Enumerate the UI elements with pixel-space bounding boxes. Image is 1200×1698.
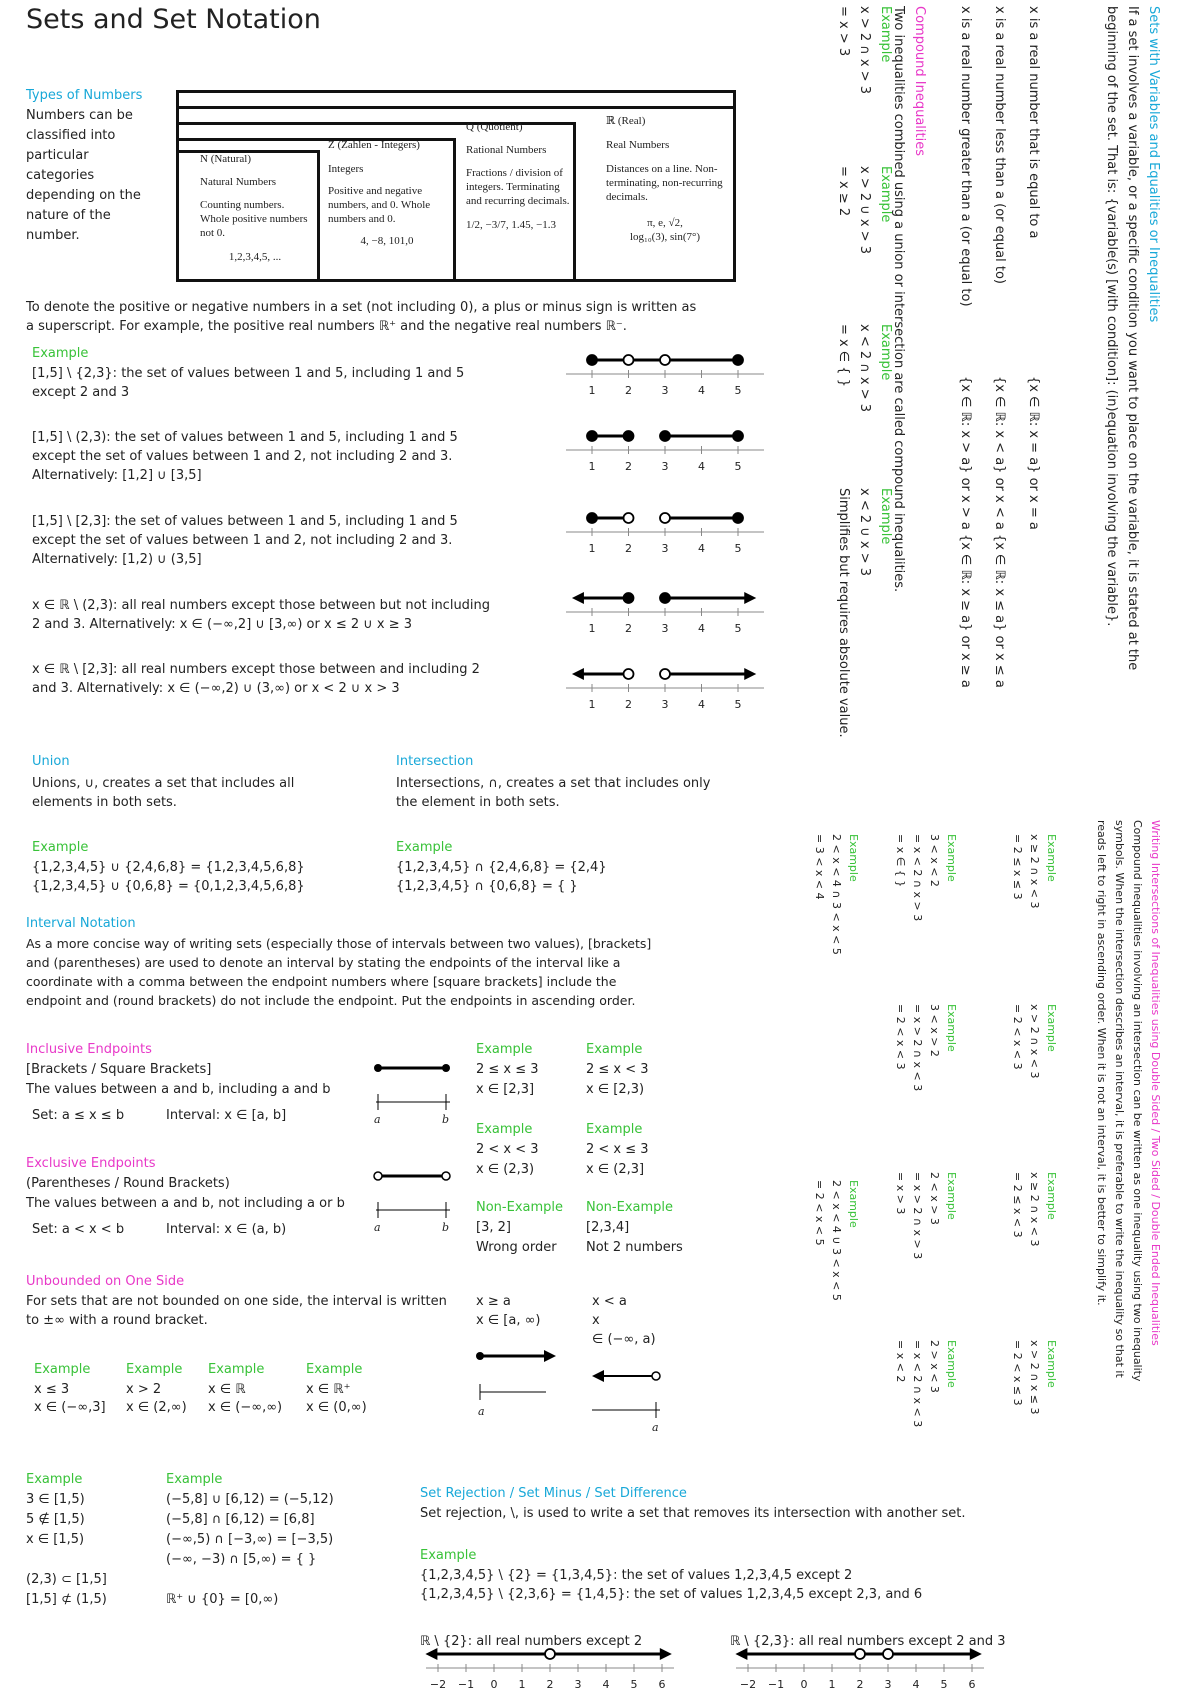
open-dot [660,355,670,365]
membership-col-2: (−5,8] ∪ [6,12) = (−5,12) (−5,8] ∩ [6,12) = [6,8] (−∞,5) ∩ [−3,∞) = [−3,5) (−∞, −3) ∩ [5,∞) = { } ℝ⁺ ∪ {0} = [0,∞) [166,1492,334,1607]
exclusive-heading: Exclusive Endpoints [26,1156,156,1171]
interval-example-line: [3, 2] [476,1220,511,1235]
tick-label: 3 [661,698,669,711]
rejection-heading: Set Rejection / Set Minus / Set Difference [420,1486,687,1501]
inclusive-heading: Inclusive Endpoints [26,1042,152,1057]
compound-example: Example x < 2 ∪ x > 3 Simplifies but requires absolute value. [836,488,893,738]
closed-dot [733,513,743,523]
exclusive-set: Set: a < x < b [32,1222,125,1237]
closed-dot [624,593,634,603]
unbounded-diagram [476,1344,666,1424]
example-2: [1,5] \ (2,3): the set of values between 1 and 5, including 1 and 5 except the set of values between 1 and 2, not including 2 and 3. Alternatively: [1,2] ∪ [3,5] [32,430,458,483]
arrow-head [970,1648,982,1660]
tick-label: 4 [698,384,705,397]
tick-label: 1 [588,460,596,473]
number-line-2 [564,426,766,474]
compound-example: Example x > 2 ∩ x > 3 = x > 3 [836,6,893,95]
rejection-examples: {1,2,3,4,5} \ {2} = {1,3,4,5}: the set of values 1,2,3,4,5 except 2 {1,2,3,4,5} \ {2,3,6} = {1,4,5}: the set of values 1,2,3,4,5 except 2,3, and 6 [420,1568,923,1602]
example-3: [1,5] \ [2,3]: the set of values between 1 and 5, including 1 and 5 except the set of values between 1 and 2, not including 2 and 3. Alternatively: [1,2) ∪ (3,5] [32,514,458,567]
interval-example-line: Not 2 numbers [586,1240,683,1255]
tick-label: −2 [739,1678,757,1691]
tick-label: 4 [912,1678,920,1691]
arrow-head [735,1648,747,1660]
intersection-examples: {1,2,3,4,5} ∩ {2,4,6,8} = {2,4} {1,2,3,4,5} ∩ {0,6,8} = { } [396,860,607,894]
unbounded-example-line: x ≤ 3 [34,1382,70,1397]
exclusive-sub: (Parentheses / Round Brackets) [26,1176,230,1191]
exclusive-desc: The values between a and b, not including a or b [26,1196,345,1211]
unbounded-example-line: x ∈ (2,∞) [126,1400,187,1415]
interval-example-heading: Example [476,1122,533,1137]
unbounded-heading: Unbounded on One Side [26,1274,185,1289]
open-dot [660,669,670,679]
interval-example-heading: Example [476,1042,533,1057]
rationals-box: Q (Quotient) Rational Numbers Fractions / division of integers. Terminating and recurring decimals. 1/2, −3/7, 1.45, −1.3 [466,121,570,231]
number-line-1 [564,350,766,398]
unbounded-example-heading: Example [306,1362,363,1377]
closed-dot [587,513,597,523]
unbounded-example-heading: Example [126,1362,183,1377]
tick-label: 5 [734,622,742,635]
tick-label: 2 [546,1678,554,1691]
axis-a: a [374,1113,381,1126]
tick-label: 5 [630,1678,638,1691]
union-heading: Union [32,754,70,769]
example-4: x ∈ ℝ \ (2,3): all real numbers except those between but not including 2 and 3. Alternatively: x ∈ (−∞,2] ∪ [3,∞) or x ≤ 2 ∪ x ≥ 3 [32,598,491,632]
arrow-head [572,592,584,604]
number-line-except-2-3 [734,1644,986,1692]
closed-dot [660,431,670,441]
tick-label: 1 [588,698,596,711]
open-dot [855,1649,865,1659]
tick-label: 6 [658,1678,666,1691]
interval-example-line: x ∈ [2,3) [586,1082,645,1097]
tick-label: 3 [661,384,669,397]
tick-label: 3 [661,542,669,555]
rejection-example-heading: Example [420,1548,477,1563]
interval-example-heading: Example [586,1042,643,1057]
interval-example-line: 2 ≤ x < 3 [586,1062,649,1077]
double-inequality-example: Example 2 < x < 4 ∩ 3 < x < 5 = 3 < x < 4 [813,834,860,955]
intersection-text: Intersections, ∩, creates a set that includes only the element in both sets. [396,776,711,810]
interval-example-heading: Example [586,1122,643,1137]
examples-heading: Example [32,346,89,361]
tick-label: 3 [574,1678,582,1691]
inclusive-interval: Interval: x ∈ [a, b] [166,1108,287,1123]
exclusive-diagram [368,1166,468,1236]
double-inequality-example: Example x ≥ 2 ∩ x < 3 = 2 ≤ x ≤ 3 [1011,834,1058,909]
arrow-head [572,668,584,680]
unbounded-example-line: x > 2 [126,1382,162,1397]
membership-heading-2: Example [166,1472,223,1487]
axis-b: b [442,1113,450,1126]
inclusive-desc: The values between a and b, including a and b [26,1082,331,1097]
intersection-heading: Intersection [396,754,474,769]
union-examples: {1,2,3,4,5} ∪ {2,4,6,8} = {1,2,3,4,5,6,8} {1,2,3,4,5} ∪ {0,6,8} = {0,1,2,3,4,5,6,8} [32,860,305,894]
tick-label: 2 [625,384,632,397]
membership-col-1: 3 ∈ [1,5) 5 ∉ [1,5) x ∈ [1,5) (2,3) ⊂ [1,5] [1,5] ⊄ (1,5) [26,1492,107,1607]
tick-label: −2 [429,1678,447,1691]
tick-label: 5 [734,460,742,473]
double-inequality-example: Example x > 2 ∩ x ≤ 3 = 2 < x ≤ 3 [1011,1340,1058,1415]
open-dot [624,513,634,523]
integers-box: Z (Zahlen - Integers) Integers Positive and negative numbers, and 0. Whole numbers and 0. 4, −8, 101,0 [328,139,431,247]
arrow-head [744,592,756,604]
unbounded-example-line: x ∈ (−∞,∞) [208,1400,283,1415]
unbounded-example-line: x ∈ ℝ [208,1382,246,1397]
inclusive-set: Set: a ≤ x ≤ b [32,1108,125,1123]
unbounded-right-set: x ≥ a x ∈ [a, ∞) [476,1294,541,1328]
interval-example-line: x ∈ (2,3] [586,1162,645,1177]
interval-example-line: 2 ≤ x ≤ 3 [476,1062,539,1077]
tick-label: 2 [625,542,632,555]
arrow-head [425,1648,437,1660]
natural-box: N (Natural) Natural Numbers Counting numbers. Whole positive numbers not 0. 1,2,3,4,5, ... [200,153,308,263]
tick-label: 3 [661,622,669,635]
closed-dot [624,431,634,441]
interval-example-heading: Non-Example [586,1200,674,1215]
intersection-example-heading: Example [396,840,453,855]
double-inequality-example: Example 2 < x > 3 = x > 2 ∩ x > 3 = x > 3 [894,1172,958,1260]
tick-label: 0 [490,1678,498,1691]
tick-label: −1 [767,1678,785,1691]
tick-label: 2 [625,698,632,711]
tick-label: 4 [698,698,705,711]
interval-example-line: x ∈ [2,3] [476,1082,535,1097]
unbounded-example-line: x ∈ ℝ⁺ [306,1382,351,1397]
unbounded-text: For sets that are not bounded on one side, the interval is written to ±∞ with a round bracket. [26,1294,447,1328]
double-inequality-example: Example 2 > x < 3 = x < 2 ∩ x < 3 = x < 2 [894,1340,958,1428]
interval-text: As a more concise way of writing sets (especially those of intervals between two values), [brackets] and (parentheses) are used to denote an interval by stating the endpoints of the interval like a coordinate with a comma between the endpoint numbers where [square brackets] include the endpoint and (round brackets) do not include the endpoint. Put the endpoints in ascending order. [26,936,652,1008]
variable-rows: x is a real number that is equal to a {x ∈ ℝ: x = a} or x = a x is a real number less than a (or equal to) {x ∈ ℝ: x < a} or x < a {x ∈ ℝ: x ≤ a} or x ≤ a x is a real number greater than a (or equal to) {x ∈ ℝ: x > a} or x > a {x ∈ ℝ: x ≥ a} or x ≥ a [958,6,1041,688]
tick-label: 0 [800,1678,808,1691]
unbounded-example-heading: Example [34,1362,91,1377]
types-heading: Types of Numbers [26,88,143,103]
rejection-nl2-label: ℝ \ {2,3}: all real numbers except 2 and 3 [730,1634,1006,1649]
open-dot [624,669,634,679]
arrow-head [660,1648,672,1660]
interval-example-line: x ∈ (2,3) [476,1162,535,1177]
interval-heading: Interval Notation [26,916,136,931]
tick-label: 1 [588,542,596,555]
compound-section: Compound Inequalities Two inequalities combined using a union or intersection are called compound inequalities. [891,6,927,593]
tick-label: 4 [698,622,705,635]
number-line-except-2 [424,1644,676,1692]
tick-label: 4 [698,542,705,555]
arrow-head [744,668,756,680]
tick-label: −1 [457,1678,475,1691]
unbounded-example-line: x ∈ (−∞,3] [34,1400,106,1415]
example-5: x ∈ ℝ \ [2,3]: all real numbers except those between and including 2 and 3. Alternatively: x ∈ (−∞,2) ∪ (3,∞) or x < 2 ∪ x > 3 [32,662,480,696]
tick-label: 4 [698,460,705,473]
exclusive-interval: Interval: x ∈ (a, b) [166,1222,287,1237]
open-dot [545,1649,555,1659]
closed-dot [660,593,670,603]
compound-example: Example x > 2 ∪ x > 3 = x ≥ 2 [836,166,893,255]
number-line-5 [564,664,766,712]
unbounded-example-line: x ∈ (0,∞) [306,1400,367,1415]
interval-example-line: 2 < x ≤ 3 [586,1142,649,1157]
types-description: Numbers can be classified into particular categories depending on the nature of the number. [26,108,141,243]
double-inequality-example: Example 3 < x < 2 = x < 2 ∩ x > 3 = x ∈ { } [894,834,958,922]
compound-example: Example x < 2 ∩ x > 3 = x ∈ { } [836,324,893,413]
page-title: Sets and Set Notation [26,4,321,35]
tick-label: 5 [940,1678,948,1691]
interval-example-line: 2 < x < 3 [476,1142,539,1157]
tick-label: 1 [588,384,596,397]
tick-label: 1 [828,1678,836,1691]
unbounded-left-set: x < a x ∈ (−∞, a) [592,1294,656,1347]
closed-dot [587,431,597,441]
open-dot [660,513,670,523]
union-text: Unions, ∪, creates a set that includes all elements in both sets. [32,776,295,810]
rejection-nl1-label: ℝ \ {2}: all real numbers except 2 [420,1634,643,1649]
number-line-3 [564,508,766,556]
interval-example-line: Wrong order [476,1240,557,1255]
tick-label: 4 [602,1678,610,1691]
tick-label: 5 [734,542,742,555]
tick-label: 2 [856,1678,864,1691]
axis-a-2: a [374,1221,381,1234]
tick-label: 6 [968,1678,976,1691]
axis-a-4: a [652,1421,659,1434]
interval-example-line: [2,3,4] [586,1220,630,1235]
double-inequality-example: Example x ≥ 2 ∩ x < 3 = 2 ≤ x < 3 [1011,1172,1058,1247]
tick-label: 3 [661,460,669,473]
closed-dot [733,431,743,441]
tick-label: 2 [625,622,632,635]
inclusive-sub: [Brackets / Square Brackets] [26,1062,212,1077]
tick-label: 3 [884,1678,892,1691]
sets-with-variables-section: Sets with Variables and Equalities or Inequalities If a set involves a variable, or a specific condition you want to place on the variable, it is stated at the beginning of the set. That is: {variable(s) [with condition]: (in)equation involving the variable}. [1104,6,1161,671]
axis-a-3: a [478,1405,485,1418]
interval-example-heading: Non-Example [476,1200,564,1215]
double-inequality-example: Example 3 < x > 2 = x > 2 ∩ x < 3 = 2 < x < 3 [894,1004,958,1092]
number-line-4 [564,588,766,636]
unbounded-example-heading: Example [208,1362,265,1377]
tick-label: 2 [625,460,632,473]
union-example-heading: Example [32,840,89,855]
writing-section: Writing Intersections of Inequalities using Double Sided / Two Sided / Double Ended Inequalities Compound inequalities involving an intersection can be written as one inequality using two inequality symbols. When the intersection describes an interval, it is preferable to write the inequality so that it reads left to right in ascending order. When it is not an interval, it is better to simplify it. [1095,820,1162,1382]
open-dot [883,1649,893,1659]
tick-label: 1 [588,622,596,635]
axis-b-2: b [442,1221,450,1234]
open-dot [624,355,634,365]
example-1: [1,5] \ {2,3}: the set of values between 1 and 5, including 1 and 5 except 2 and 3 [32,366,465,400]
superscript-note: To denote the positive or negative numbers in a set (not including 0), a plus or minus sign is written as a superscript. For example, the positive real numbers ℝ⁺ and the negative real numbers ℝ⁻. [26,300,697,334]
closed-dot [733,355,743,365]
closed-dot [587,355,597,365]
rejection-text: Set rejection, \, is used to write a set that removes its intersection with another set. [420,1506,966,1521]
membership-heading-1: Example [26,1472,83,1487]
reals-box: ℝ (Real) Real Numbers Distances on a line. Non-terminating, non-recurring decimals. π, e, √2, log₁₀(3), sin(7°) [606,115,723,243]
double-inequality-example: Example 2 < x < 4 ∪ 3 < x < 5 = 2 < x < 5 [813,1180,860,1301]
tick-label: 5 [734,384,742,397]
double-inequality-example: Example x > 2 ∩ x < 3 = 2 < x < 3 [1011,1004,1058,1079]
tick-label: 1 [518,1678,526,1691]
tick-label: 5 [734,698,742,711]
inclusive-diagram [368,1058,468,1128]
